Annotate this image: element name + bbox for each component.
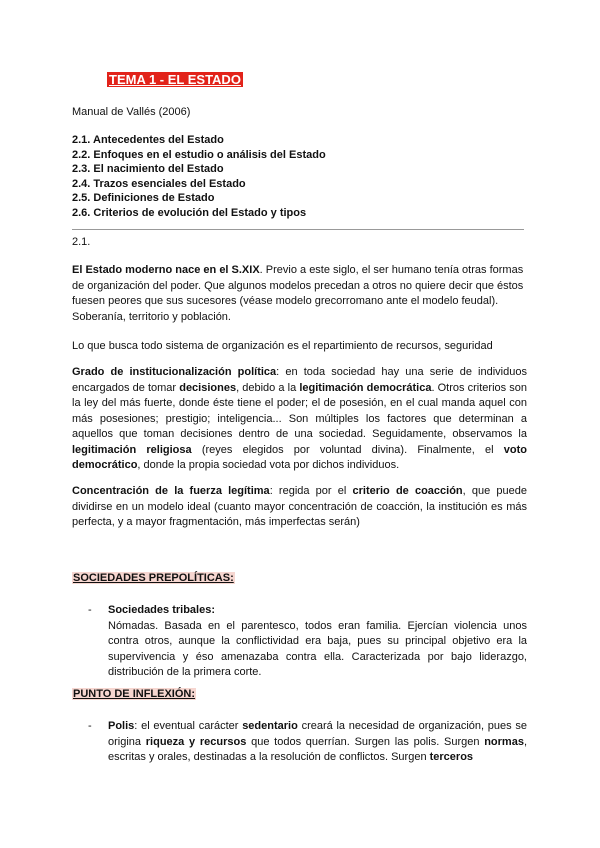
bold-text: terceros bbox=[429, 751, 474, 763]
list-item-polis bbox=[108, 719, 527, 766]
body-text: . Otros criterios son la ley del más fuerte, donde éste tiene el poder; el de posesión, en el cual manda aquel con más posesiones; prestigio; inteligencia... Son múltiples los factores que determinan a aquellos que toman decisiones dentro de una sociedad. Seguidamente, observamos la bbox=[72, 381, 528, 440]
body-text: , escritas y orales, destinadas a la resolución de conflictos. Surgen bbox=[108, 735, 528, 763]
toc-item: 2.2. Enfoques en el estudio o análisis del Estado bbox=[72, 148, 326, 161]
document-title: TEMA 1 - EL ESTADO bbox=[109, 72, 241, 87]
bold-text: criterio de coacción bbox=[352, 485, 463, 497]
body-text: (reyes elegidos por voluntad divina). Finalmente, el bbox=[191, 443, 504, 456]
bold-text: Grado de institucionalización política bbox=[72, 366, 277, 378]
bold-text: El Estado moderno nace en el S.XIX bbox=[72, 264, 260, 276]
source-reference: Manual de Vallés (2006) bbox=[72, 106, 191, 118]
horizontal-divider bbox=[72, 229, 524, 230]
body-text: : en toda sociedad hay una serie de individuos encargados de tomar bbox=[72, 366, 527, 394]
bullet-marker: - bbox=[88, 720, 92, 732]
paragraph-estado-moderno bbox=[72, 263, 527, 325]
list-item-sociedades-tribales bbox=[108, 603, 527, 681]
paragraph-fuerza-legitima bbox=[72, 484, 527, 531]
bold-text: legitimación religiosa bbox=[72, 443, 192, 456]
table-of-contents bbox=[72, 133, 326, 220]
bold-text: Polis bbox=[108, 720, 135, 732]
section-heading-prepoliticas: SOCIEDADES PREPOLÍTICAS: bbox=[73, 572, 234, 584]
bold-text: decisiones bbox=[179, 381, 237, 394]
toc-item: 2.1. Antecedentes del Estado bbox=[72, 134, 224, 146]
bold-text: legitimación democrática bbox=[299, 381, 432, 394]
body-text: que todos querrían. Surgen las polis. Surgen bbox=[246, 735, 485, 748]
body-text: , que puede dividirse en un modelo ideal (cuanto mayor concentración de coacción, la institución es más perfecta, y a mayor fragmentación, más imperfectas serán) bbox=[72, 485, 527, 528]
toc-item: 2.3. El nacimiento del Estado bbox=[72, 163, 224, 175]
toc-item: 2.5. Definiciones de Estado bbox=[72, 192, 215, 204]
body-text: : el eventual carácter bbox=[134, 720, 243, 732]
body-text: creará la necesidad de organización, pues se origina bbox=[108, 720, 528, 748]
bold-text: Sociedades tribales: bbox=[108, 604, 215, 616]
paragraph-institucionalizacion bbox=[72, 365, 527, 474]
toc-item: 2.4. Trazos esenciales del Estado bbox=[72, 177, 246, 190]
body-text: . Previo a este siglo, el ser humano tenía otras formas de organización del poder. Que algunos modelos precedan a otros no quiere decir que éstos fuesen peores que sus sucesores (véase modelo grecorromano ante el modelo feudal). Soberanía, territorio y población. bbox=[72, 264, 524, 323]
section-label: 2.1. bbox=[72, 236, 91, 248]
bullet-marker: - bbox=[88, 604, 92, 616]
bold-text: normas bbox=[484, 735, 524, 748]
bold-text: voto democrático bbox=[72, 443, 527, 471]
body-text: Nómadas. Basada en el parentesco, todos eran familia. Ejercían violencia unos contra otros, aunque la conflictividad era baja, pues su principal objetivo era la supervivencia y éso amenazaba contra ella. Caracterizada por bajo liderazgo, distribución de la primera corte. bbox=[108, 619, 527, 678]
bold-text: riqueza y recursos bbox=[145, 735, 247, 748]
body-text: : regida por el bbox=[269, 485, 353, 497]
body-text: , donde la propia sociedad vota por dichos individuos. bbox=[137, 459, 400, 471]
body-text: , debido a la bbox=[236, 381, 300, 394]
bold-text: sedentario bbox=[242, 720, 298, 732]
bold-text: Concentración de la fuerza legítima bbox=[72, 485, 270, 497]
paragraph-recursos: Lo que busca todo sistema de organización es el repartimiento de recursos, seguridad bbox=[72, 340, 493, 352]
toc-item: 2.6. Criterios de evolución del Estado y tipos bbox=[72, 206, 307, 219]
section-heading-punto-inflexion: PUNTO DE INFLEXIÓN: bbox=[73, 688, 196, 700]
